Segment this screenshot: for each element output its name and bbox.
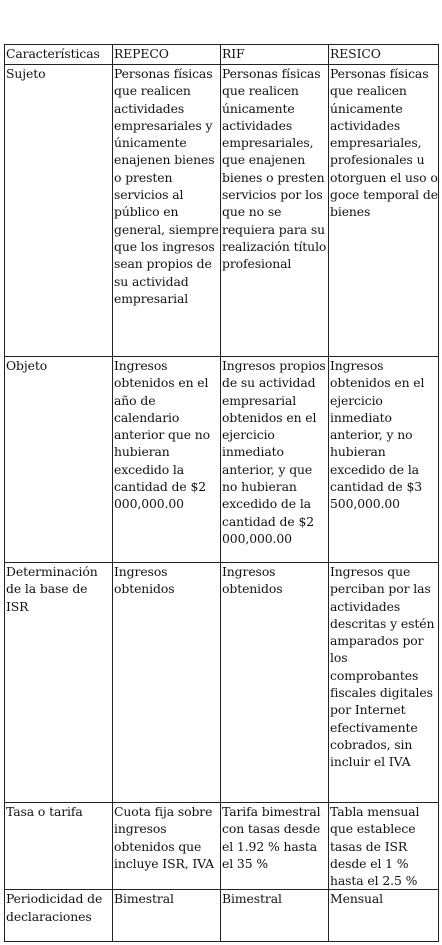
table-cell: Ingresos obtenidos en el año de calendario anterior que no hubieran excedido la cantidad de $2 000,000.00 — [113, 357, 221, 563]
row-label: Tasa o tarifa — [5, 803, 113, 890]
table-cell: Ingresos obtenidos — [221, 563, 329, 803]
header-row — [5, 45, 439, 65]
header-repeco: REPECO — [113, 45, 221, 65]
table-cell: Ingresos obtenidos — [113, 563, 221, 803]
table-cell: Personas físicas que realicen actividades empresariales y únicamente enajenen bienes o presten servicios al público en general, siempre que los ingresos sean propios de su actividad empresarial — [113, 65, 221, 357]
table-cell: Bimestral — [113, 890, 221, 942]
table-cell: Ingresos obtenidos en el ejercicio inmediato anterior, y no hubieran excedido de la cantidad de $3 500,000.00 — [329, 357, 439, 563]
table-row — [5, 803, 439, 890]
row-label: Periodicidad de declaraciones — [5, 890, 113, 942]
tax-regime-comparison-table — [4, 44, 439, 942]
header-caracteristicas: Características — [5, 45, 113, 65]
table-cell: Cuota fija sobre ingresos obtenidos que incluye ISR, IVA — [113, 803, 221, 890]
row-label: Sujeto — [5, 65, 113, 357]
table-cell: Ingresos propios de su actividad empresarial obtenidos en el ejercicio inmediato anterior, y que no hubieran excedido de la cantidad de $2 000,000.00 — [221, 357, 329, 563]
row-label: Determinación de la base de ISR — [5, 563, 113, 803]
table-cell: Bimestral — [221, 890, 329, 942]
table-row — [5, 890, 439, 942]
table-cell: Personas físicas que realicen únicamente actividades empresariales, profesionales u otorguen el uso o goce temporal de bienes — [329, 65, 439, 357]
row-label: Objeto — [5, 357, 113, 563]
table-cell: Ingresos que perciban por las actividades descritas y estén amparados por los comprobantes fiscales digitales por Internet efectivamente cobrados, sin incluir el IVA — [329, 563, 439, 803]
comparison-table-container — [4, 44, 439, 942]
header-resico: RESICO — [329, 45, 439, 65]
table-cell: Mensual — [329, 890, 439, 942]
table-row — [5, 563, 439, 803]
table-cell: Personas físicas que realicen únicamente actividades empresariales, que enajenen bienes o presten servicios por los que no se requiera para su realización título profesional — [221, 65, 329, 357]
header-rif: RIF — [221, 45, 329, 65]
table-cell: Tabla mensual que establece tasas de ISR desde el 1 % hasta el 2.5 % — [329, 803, 439, 890]
table-cell: Tarifa bimestral con tasas desde el 1.92 % hasta el 35 % — [221, 803, 329, 890]
table-row — [5, 357, 439, 563]
table-row — [5, 65, 439, 357]
